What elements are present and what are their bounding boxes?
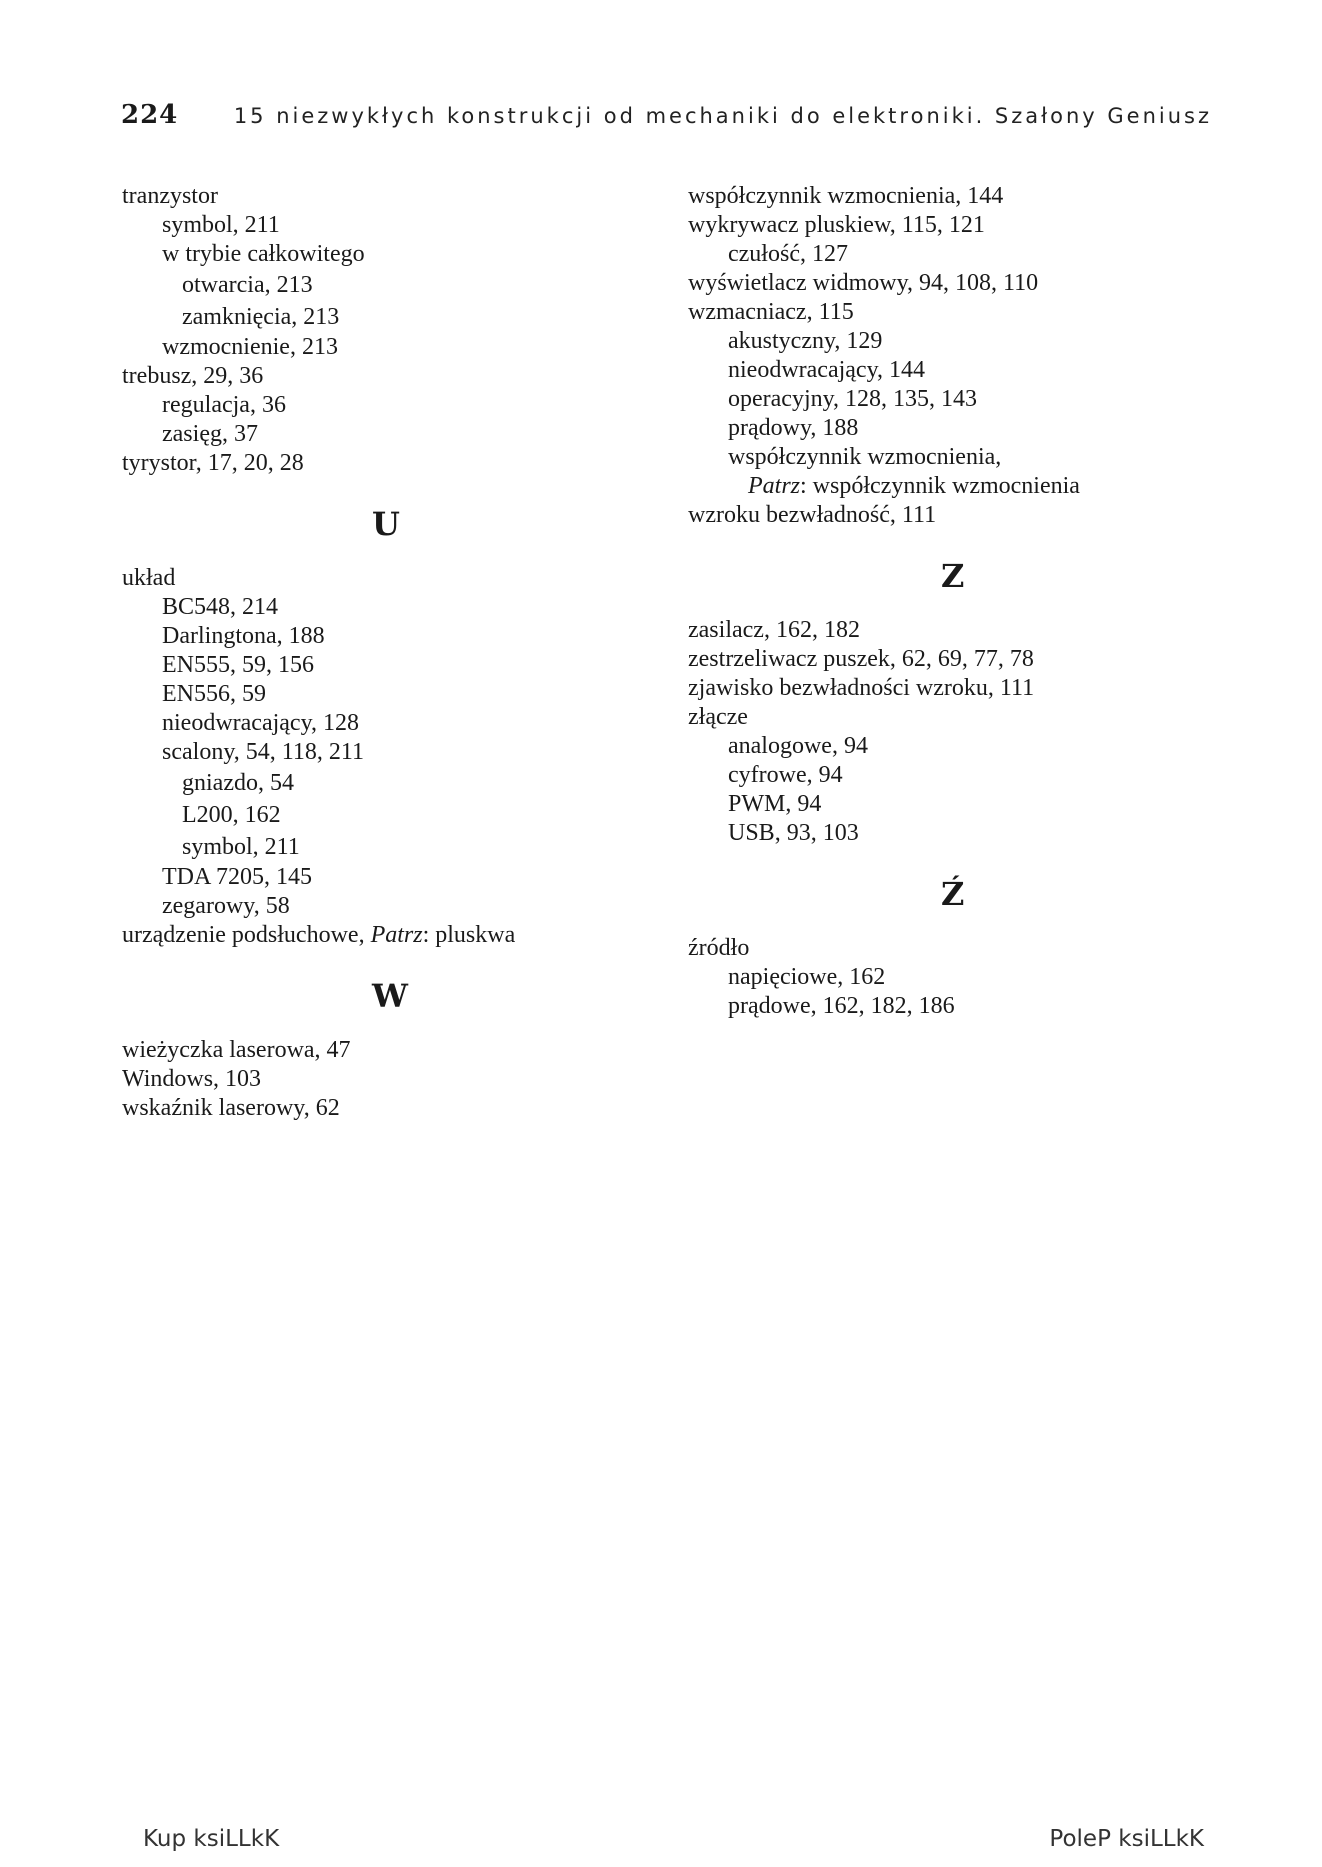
index-entry: tyrystor, 17, 20, 28 (122, 450, 304, 476)
running-title: 15 niezwykłych konstrukcji od mechaniki do elektroniki. Szałony Geniusz (233, 104, 1212, 128)
footer-recommend-link[interactable]: PoleP ksiLLkK (1049, 1826, 1204, 1852)
section-letter-w: W (372, 977, 408, 1015)
index-subentry: nieodwracający, 144 (728, 357, 926, 383)
index-entry: Windows, 103 (122, 1066, 262, 1092)
index-subentry: prądowy, 188 (728, 415, 859, 441)
index-subentry: USB, 93, 103 (728, 820, 859, 846)
index-subentry: prądowe, 162, 182, 186 (728, 993, 955, 1019)
index-entry: wieżyczka laserowa, 47 (122, 1037, 351, 1063)
index-subentry: napięciowe, 162 (728, 964, 886, 990)
index-subentry: wzmocnienie, 213 (162, 334, 338, 360)
index-entry-see-also (688, 472, 1248, 501)
index-entry: tranzystor (122, 183, 218, 209)
index-subentry: współczynnik wzmocnienia, (728, 444, 1002, 470)
index-subentry: EN555, 59, 156 (162, 652, 314, 678)
index-subentry: PWM, 94 (728, 791, 822, 817)
index-subentry: w trybie całkowitego (162, 241, 365, 267)
index-subentry: czułość, 127 (728, 241, 848, 267)
index-column-left (122, 182, 642, 1123)
index-entry-see-also (122, 921, 642, 950)
section-letter-z: Z (941, 557, 965, 595)
index-subentry: BC548, 214 (162, 594, 279, 620)
index-entry: wzmacniacz, 115 (688, 299, 854, 325)
index-subsubentry: symbol, 211 (182, 834, 300, 860)
index-subsubentry: L200, 162 (182, 802, 281, 828)
index-subentry: zegarowy, 58 (162, 893, 290, 919)
index-subentry: analogowe, 94 (728, 733, 868, 759)
index-group-w (122, 1036, 642, 1123)
entry-text: urządzenie podsłuchowe, (122, 922, 371, 948)
index-subentry: TDA 7205, 145 (162, 864, 312, 890)
index-entry: wzroku bezwładność, 111 (688, 502, 937, 528)
index-entry: źródło (688, 935, 750, 961)
page-number: 224 (121, 100, 179, 130)
index-entry: układ (122, 565, 176, 591)
index-group-u (122, 564, 642, 921)
index-subsubentry: zamknięcia, 213 (182, 304, 340, 330)
index-subsubentry: otwarcia, 213 (182, 272, 313, 298)
index-entry: współczynnik wzmocnienia, 144 (688, 183, 1004, 209)
index-entry: wskaźnik laserowy, 62 (122, 1095, 340, 1121)
section-letter-u: U (372, 505, 400, 543)
index-subentry: nieodwracający, 128 (162, 710, 360, 736)
entry-text: : pluskwa (422, 922, 516, 948)
index-subentry: scalony, 54, 118, 211 (162, 739, 364, 765)
index-group-w-continued (688, 182, 1248, 472)
index-entry: złącze (688, 704, 748, 730)
index-subentry: zasięg, 37 (162, 421, 258, 447)
entry-text: : współczynnik wzmocnienia (800, 473, 1080, 499)
index-subentry: regulacja, 36 (162, 392, 286, 418)
index-subentry: cyfrowe, 94 (728, 762, 843, 788)
index-column-right (688, 182, 1248, 1021)
index-group-z-acute (688, 934, 1248, 1021)
index-subsubentry: gniazdo, 54 (182, 770, 294, 796)
index-subentry: symbol, 211 (162, 212, 280, 238)
index-subentry: operacyjny, 128, 135, 143 (728, 386, 978, 412)
index-entry: wykrywacz pluskiew, 115, 121 (688, 212, 985, 238)
index-subentry: EN556, 59 (162, 681, 266, 707)
patrz-label: Patrz (748, 473, 801, 499)
section-letter-z-acute: Ź (941, 875, 965, 913)
index-entry: zasilacz, 162, 182 (688, 617, 860, 643)
index-entry: zestrzeliwacz puszek, 62, 69, 77, 78 (688, 646, 1034, 672)
index-subentry: Darlingtona, 188 (162, 623, 325, 649)
index-entry: trebusz, 29, 36 (122, 363, 264, 389)
index-group-z (688, 616, 1248, 848)
patrz-label: Patrz (370, 922, 423, 948)
index-entry: wyświetlacz widmowy, 94, 108, 110 (688, 270, 1039, 296)
index-subentry: akustyczny, 129 (728, 328, 883, 354)
index-group-t (122, 182, 642, 478)
index-entry: zjawisko bezwładności wzroku, 111 (688, 675, 1035, 701)
footer-buy-link[interactable]: Kup ksiLLkK (143, 1826, 280, 1852)
